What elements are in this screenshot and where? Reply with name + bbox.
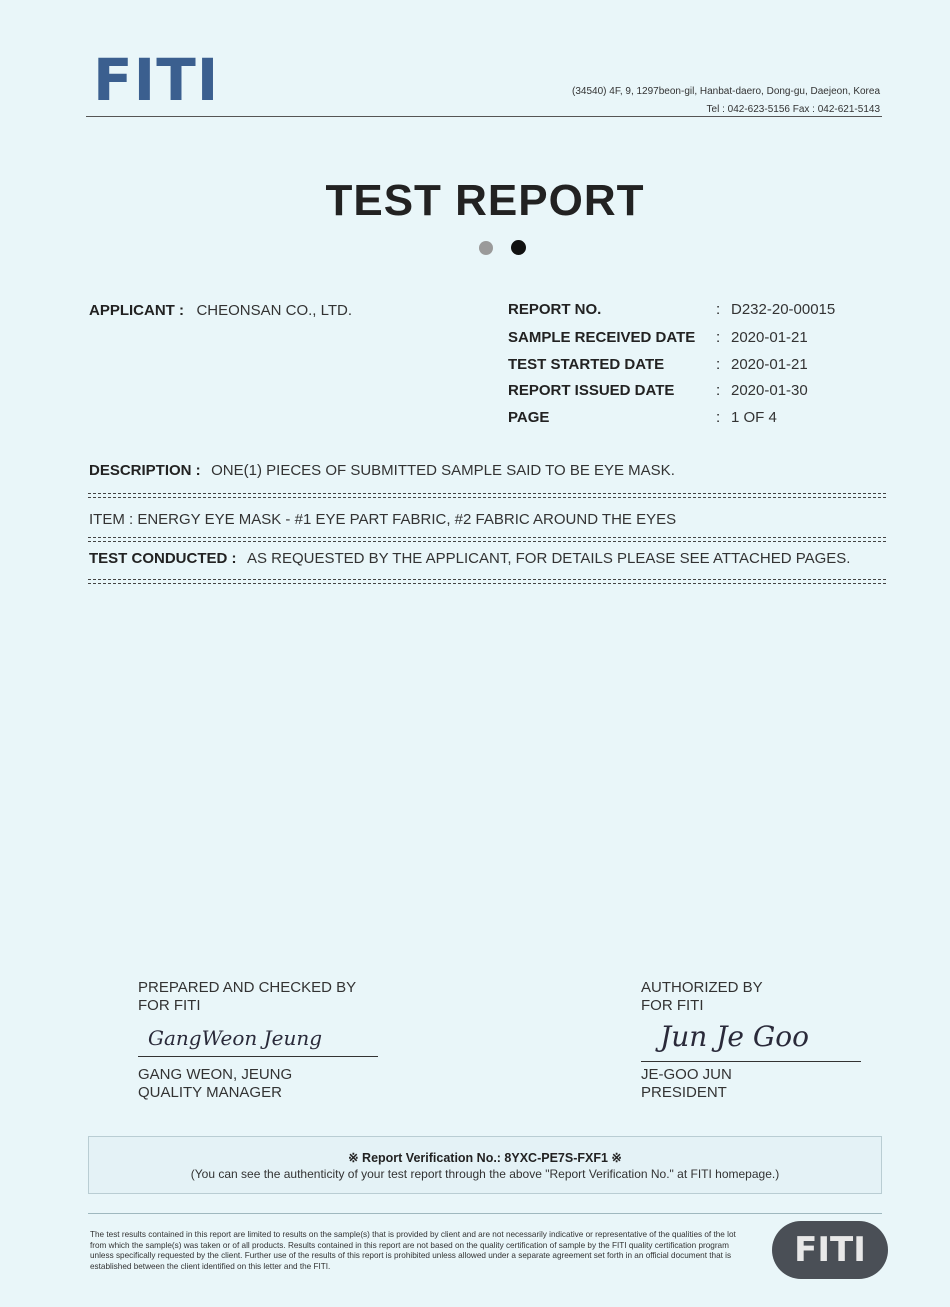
test-conducted-row <box>89 550 850 568</box>
applicant-row <box>89 302 352 320</box>
page-colon: : <box>716 409 721 426</box>
item-line: ITEM : ENERGY EYE MASK - #1 EYE PART FABRIC, #2 FABRIC AROUND THE EYES <box>89 511 677 528</box>
applicant-value: CHEONSAN CO., LTD. <box>196 302 353 319</box>
report-no-value: D232-20-00015 <box>731 301 836 318</box>
description-label: DESCRIPTION : <box>89 462 201 479</box>
verification-note: (You can see the authenticity of your test report through the above "Report Verification No." at FITI homepage.) <box>190 1167 780 1181</box>
prepared-title: QUALITY MANAGER <box>138 1084 282 1101</box>
verification-number: ※ Report Verification No.: 8YXC-PE7S-FXF1 ※ <box>348 1151 622 1165</box>
verification-box <box>88 1136 882 1194</box>
prepared-block <box>138 979 356 1015</box>
footer-fiti-logo <box>772 1221 888 1279</box>
report-issued-value: 2020-01-30 <box>731 382 808 399</box>
authorized-line1: AUTHORIZED BY <box>641 979 763 996</box>
title-dot-black <box>511 240 526 255</box>
footer-divider <box>88 1213 882 1214</box>
prepared-signature: GangWeon Jeung <box>148 1026 323 1050</box>
report-issued-colon: : <box>716 382 721 399</box>
disclaimer-text: The test results contained in this report are limited to results on the sample(s) that is provided by client and are not necessarily indicative or representative of the qualities of the lot from which the sample(s) was taken or of all products. Results contained in this report are not based on the quality certification of sample by the FITI quality certification program unless specifically requested by the client. Further use of the results of this report is prohibited unless allowed under a separate agreement set forth in an official document that is established between the client identified on this letter and the FITI. <box>90 1230 736 1271</box>
report-no-colon: : <box>716 301 721 318</box>
page-label: PAGE <box>508 409 550 426</box>
authorized-signer <box>641 1066 732 1102</box>
separator-line-2 <box>88 537 886 542</box>
company-tel-fax: Tel : 042-623-5156 Fax : 042-621-5143 <box>706 104 880 115</box>
company-address: (34540) 4F, 9, 1297beon-gil, Hanbat-daero, Dong-gu, Daejeon, Korea <box>572 86 880 97</box>
test-conducted-value: AS REQUESTED BY THE APPLICANT, FOR DETAILS PLEASE SEE ATTACHED PAGES. <box>246 550 851 567</box>
title-dot-gray <box>479 241 493 255</box>
separator-line-3 <box>88 579 886 584</box>
footer-logo-text: FITI <box>794 1230 866 1270</box>
test-started-value: 2020-01-21 <box>731 356 808 373</box>
report-no-label: REPORT NO. <box>508 301 602 318</box>
sample-received-label: SAMPLE RECEIVED DATE <box>508 329 696 346</box>
prepared-signature-line <box>138 1056 378 1057</box>
prepared-line1: PREPARED AND CHECKED BY <box>138 979 357 996</box>
authorized-line2: FOR FITI <box>641 997 704 1014</box>
prepared-name: GANG WEON, JEUNG <box>138 1066 293 1083</box>
sample-received-colon: : <box>716 329 721 346</box>
description-value: ONE(1) PIECES OF SUBMITTED SAMPLE SAID TO BE EYE MASK. <box>211 462 675 479</box>
prepared-signer <box>138 1066 292 1102</box>
authorized-title: PRESIDENT <box>641 1084 727 1101</box>
test-conducted-label: TEST CONDUCTED : <box>89 550 237 567</box>
report-issued-label: REPORT ISSUED DATE <box>508 382 675 399</box>
page-value: 1 OF 4 <box>731 409 777 426</box>
page-title: TEST REPORT <box>325 176 645 225</box>
header-divider <box>86 116 882 117</box>
authorized-name: JE-GOO JUN <box>641 1066 732 1083</box>
sample-received-value: 2020-01-21 <box>731 329 808 346</box>
fiti-logo-text: FITI <box>93 46 220 114</box>
fiti-logo <box>93 46 220 114</box>
test-started-label: TEST STARTED DATE <box>508 356 665 373</box>
test-started-colon: : <box>716 356 721 373</box>
description-row <box>89 462 675 480</box>
authorized-signature: Jun Je Goo <box>660 1020 809 1053</box>
authorized-signature-line <box>641 1061 861 1062</box>
prepared-line2: FOR FITI <box>138 997 201 1014</box>
applicant-label: APPLICANT : <box>89 302 184 319</box>
authorized-block <box>641 979 763 1015</box>
separator-line-1 <box>88 493 886 498</box>
